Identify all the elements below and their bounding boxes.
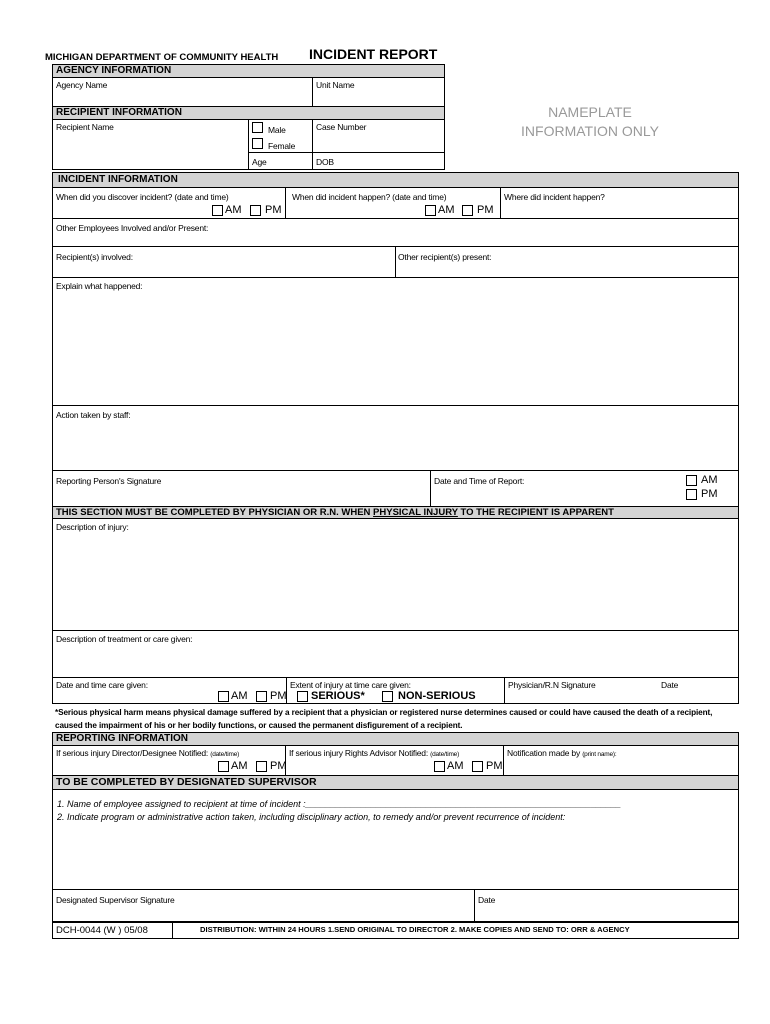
serious-label: SERIOUS* [311, 690, 365, 702]
description-injury-field[interactable] [53, 533, 738, 629]
rights-pm-label: PM [486, 760, 503, 772]
notification-by-label [507, 748, 616, 758]
date-time-report-label: Date and Time of Report: [434, 476, 525, 486]
action-taken-label: Action taken by staff: [56, 410, 131, 420]
female-label: Female [268, 141, 296, 151]
happened-pm-checkbox[interactable] [462, 205, 473, 216]
supervisor-date-label: Date [478, 895, 496, 905]
director-am-label: AM [231, 760, 248, 772]
rights-notified-text: If serious injury Rights Advisor Notified: [289, 748, 428, 758]
discovered-am-checkbox[interactable] [212, 205, 223, 216]
director-date-time-hint: (date/time) [210, 751, 240, 758]
discovered-am-label: AM [225, 204, 242, 216]
recipients-involved-label: Recipient(s) involved: [56, 252, 133, 262]
director-notified-text: If serious injury Director/Designee Notified: [56, 748, 209, 758]
physician-signature-label: Physician/R.N Signature [508, 680, 596, 690]
care-am-checkbox[interactable] [218, 691, 229, 702]
print-name-hint: (print name): [582, 751, 617, 758]
nameplate-line2: INFORMATION ONLY [521, 123, 659, 139]
director-pm-label: PM [270, 760, 287, 772]
rights-notified-label [289, 748, 459, 758]
care-am-label: AM [231, 690, 248, 702]
recipient-name-label: Recipient Name [56, 122, 114, 132]
rights-date-time-hint: (date/time) [430, 751, 460, 758]
other-employees-label: Other Employees Involved and/or Present: [56, 223, 209, 233]
supervisor-action-field[interactable] [53, 825, 738, 888]
director-pm-checkbox[interactable] [256, 761, 267, 772]
director-am-checkbox[interactable] [218, 761, 229, 772]
supervisor-signature-label: Designated Supervisor Signature [56, 895, 175, 905]
report-am-checkbox[interactable] [686, 475, 697, 486]
when-discovered-label: When did you discover incident? (date and time) [56, 192, 229, 202]
description-treatment-field[interactable] [53, 645, 738, 676]
report-pm-checkbox[interactable] [686, 489, 697, 500]
dob-label: DOB [316, 157, 334, 167]
happened-pm-label: PM [477, 204, 494, 216]
director-notified-label [56, 748, 239, 758]
physician-header-underlined: PHYSICAL INJURY [373, 507, 458, 518]
serious-footnote: *Serious physical harm means physical damage suffered by a recipient that a physician or registered nurse determines caused or could have caused the death of a recipient, caused the impairment of his or her bodily functions, or caused the permanent disfigurement of a recipient. [55, 708, 713, 730]
department-name: MICHIGAN DEPARTMENT OF COMMUNITY HEALTH [45, 52, 279, 63]
happened-am-checkbox[interactable] [425, 205, 436, 216]
care-pm-checkbox[interactable] [256, 691, 267, 702]
form-number: DCH-0044 (W ) 05/08 [56, 925, 148, 936]
agency-name-field[interactable] [53, 90, 311, 106]
unit-name-label: Unit Name [316, 80, 355, 90]
non-serious-label: NON-SERIOUS [398, 690, 476, 702]
supervisor-section-header: TO BE COMPLETED BY DESIGNATED SUPERVISOR [52, 775, 739, 790]
age-label: Age [252, 157, 267, 167]
discovered-pm-checkbox[interactable] [250, 205, 261, 216]
nameplate-line1: NAMEPLATE [548, 104, 632, 120]
when-happened-label: When did incident happen? (date and time) [292, 192, 447, 202]
discovered-pm-label: PM [265, 204, 282, 216]
care-pm-label: PM [270, 690, 287, 702]
non-serious-checkbox[interactable] [382, 691, 393, 702]
rights-am-label: AM [447, 760, 464, 772]
date-time-care-label: Date and time care given: [56, 680, 148, 690]
extent-injury-label: Extent of injury at time care given: [290, 680, 411, 690]
recipient-section-header: RECIPIENT INFORMATION [52, 106, 445, 120]
notification-by-text: Notification made by [507, 748, 581, 758]
form-title: INCIDENT REPORT [309, 46, 438, 62]
physician-date-label: Date [661, 680, 679, 690]
explain-label: Explain what happened: [56, 281, 143, 291]
explain-field[interactable] [53, 292, 738, 404]
report-am-label: AM [701, 474, 718, 486]
other-recipients-label: Other recipient(s) present: [398, 252, 492, 262]
reporting-signature-label: Reporting Person's Signature [56, 476, 162, 486]
incident-section-header: INCIDENT INFORMATION [52, 172, 739, 188]
case-number-label: Case Number [316, 122, 367, 132]
physician-header-suffix: TO THE RECIPIENT IS APPARENT [457, 507, 614, 518]
action-taken-field[interactable] [53, 420, 738, 469]
male-checkbox[interactable] [252, 122, 263, 133]
physician-header-prefix: THIS SECTION MUST BE COMPLETED BY PHYSICIAN OR R.N. WHEN [56, 507, 374, 518]
rights-am-checkbox[interactable] [434, 761, 445, 772]
report-pm-label: PM [701, 488, 718, 500]
happened-am-label: AM [438, 204, 455, 216]
supervisor-item-1: 1. Name of employee assigned to recipient at time of incident :_______________________________________________________________ [57, 799, 621, 809]
male-label: Male [268, 125, 286, 135]
description-treatment-label: Description of treatment or care given: [56, 634, 193, 644]
rights-pm-checkbox[interactable] [472, 761, 483, 772]
serious-checkbox[interactable] [297, 691, 308, 702]
female-checkbox[interactable] [252, 138, 263, 149]
description-injury-label: Description of injury: [56, 522, 129, 532]
supervisor-item-2: 2. Indicate program or administrative action taken, including disciplinary action, to remedy and/or prevent recurrence of incident: [57, 812, 566, 822]
unit-name-field[interactable] [313, 90, 444, 106]
agency-section-header: AGENCY INFORMATION [52, 64, 445, 78]
distribution-note: DISTRIBUTION: WITHIN 24 HOURS 1.SEND ORIGINAL TO DIRECTOR 2. MAKE COPIES AND SEND TO: ORR & AGENCY [200, 925, 630, 934]
reporting-section-header: REPORTING INFORMATION [52, 732, 739, 746]
agency-name-label: Agency Name [56, 80, 108, 90]
where-happened-label: Where did incident happen? [504, 192, 605, 202]
